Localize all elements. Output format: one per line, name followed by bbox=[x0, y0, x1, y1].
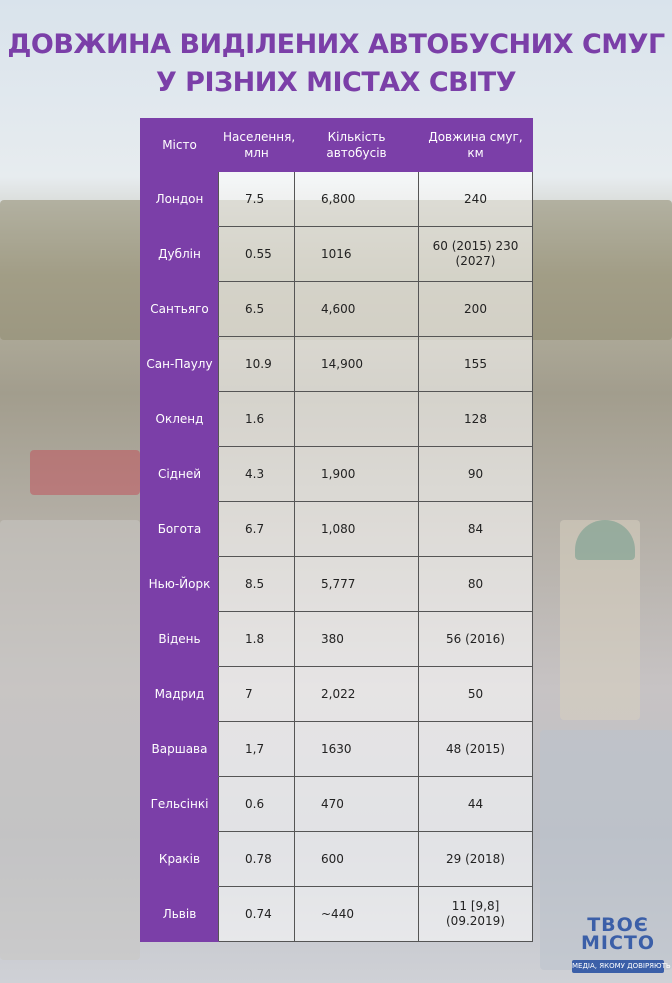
buses-cell: 1,080 bbox=[295, 502, 419, 557]
table-row bbox=[141, 612, 533, 667]
header-lanes: Довжина смуг, км bbox=[419, 119, 533, 172]
population-cell: 1.8 bbox=[219, 612, 295, 667]
population-cell: 4.3 bbox=[219, 447, 295, 502]
logo-name: ТВОЄ МІСТО bbox=[580, 914, 656, 954]
population-cell: 1.6 bbox=[219, 392, 295, 447]
city-cell: Сантьяго bbox=[141, 282, 219, 337]
bus-lanes-table bbox=[140, 118, 533, 942]
lanes-cell: 29 (2018) bbox=[419, 832, 533, 887]
city-cell: Нью-Йорк bbox=[141, 557, 219, 612]
table-header-row bbox=[141, 119, 533, 172]
population-cell: 10.9 bbox=[219, 337, 295, 392]
background-roof bbox=[30, 450, 140, 495]
table-body bbox=[141, 172, 533, 942]
buses-cell: 1016 bbox=[295, 227, 419, 282]
population-cell: 0.6 bbox=[219, 777, 295, 832]
city-cell: Дублін bbox=[141, 227, 219, 282]
population-cell: 7.5 bbox=[219, 172, 295, 227]
lanes-cell: 56 (2016) bbox=[419, 612, 533, 667]
city-cell: Сан-Паулу bbox=[141, 337, 219, 392]
tvoe-misto-logo bbox=[572, 914, 671, 976]
city-cell: Відень bbox=[141, 612, 219, 667]
lanes-cell: 84 bbox=[419, 502, 533, 557]
lanes-cell: 44 bbox=[419, 777, 533, 832]
table-row bbox=[141, 557, 533, 612]
lanes-cell: 11 [9,8] (09.2019) bbox=[419, 887, 533, 942]
table-row bbox=[141, 832, 533, 887]
lanes-cell: 90 bbox=[419, 447, 533, 502]
city-cell: Львів bbox=[141, 887, 219, 942]
table-row bbox=[141, 667, 533, 722]
population-cell: 6.7 bbox=[219, 502, 295, 557]
buses-cell: 4,600 bbox=[295, 282, 419, 337]
lanes-cell: 240 bbox=[419, 172, 533, 227]
buses-cell: 1630 bbox=[295, 722, 419, 777]
lanes-cell: 60 (2015) 230 (2027) bbox=[419, 227, 533, 282]
table-row bbox=[141, 227, 533, 282]
buses-cell: 14,900 bbox=[295, 337, 419, 392]
city-cell: Лондон bbox=[141, 172, 219, 227]
table-row bbox=[141, 502, 533, 557]
buses-cell: 6,800 bbox=[295, 172, 419, 227]
population-cell: 0.74 bbox=[219, 887, 295, 942]
header-buses: Кількість автобусів bbox=[295, 119, 419, 172]
page-title bbox=[0, 26, 672, 102]
buses-cell: 2,022 bbox=[295, 667, 419, 722]
population-cell: 6.5 bbox=[219, 282, 295, 337]
lanes-cell: 200 bbox=[419, 282, 533, 337]
population-cell: 1,7 bbox=[219, 722, 295, 777]
buses-cell: 600 bbox=[295, 832, 419, 887]
buses-cell: 470 bbox=[295, 777, 419, 832]
table-row bbox=[141, 172, 533, 227]
population-cell: 8.5 bbox=[219, 557, 295, 612]
table-row bbox=[141, 777, 533, 832]
city-cell: Окленд bbox=[141, 392, 219, 447]
table-row bbox=[141, 722, 533, 777]
title-line-2: У РІЗНИХ МІСТАХ СВІТУ bbox=[155, 67, 517, 98]
city-cell: Сідней bbox=[141, 447, 219, 502]
population-cell: 7 bbox=[219, 667, 295, 722]
buses-cell bbox=[295, 392, 419, 447]
city-cell: Мадрид bbox=[141, 667, 219, 722]
buses-cell: ~440 bbox=[295, 887, 419, 942]
logo-tagline: МЕДІА, ЯКОМУ ДОВІРЯЮТЬ bbox=[572, 960, 664, 973]
table-row bbox=[141, 447, 533, 502]
header-city: Місто bbox=[141, 119, 219, 172]
buses-cell: 380 bbox=[295, 612, 419, 667]
bus-lanes-table-container bbox=[140, 118, 532, 940]
population-cell: 0.55 bbox=[219, 227, 295, 282]
buses-cell: 5,777 bbox=[295, 557, 419, 612]
population-cell: 0.78 bbox=[219, 832, 295, 887]
background-building bbox=[0, 520, 140, 960]
lanes-cell: 50 bbox=[419, 667, 533, 722]
table-row bbox=[141, 282, 533, 337]
header-population: Населення, млн bbox=[219, 119, 295, 172]
city-cell: Краків bbox=[141, 832, 219, 887]
lanes-cell: 128 bbox=[419, 392, 533, 447]
buses-cell: 1,900 bbox=[295, 447, 419, 502]
table-row bbox=[141, 392, 533, 447]
city-cell: Богота bbox=[141, 502, 219, 557]
lanes-cell: 48 (2015) bbox=[419, 722, 533, 777]
lanes-cell: 80 bbox=[419, 557, 533, 612]
table-row bbox=[141, 887, 533, 942]
title-line-1: ДОВЖИНА ВИДІЛЕНИХ АВТОБУСНИХ СМУГ bbox=[7, 29, 665, 60]
lanes-cell: 155 bbox=[419, 337, 533, 392]
table-row bbox=[141, 337, 533, 392]
city-cell: Гельсінкі bbox=[141, 777, 219, 832]
city-cell: Варшава bbox=[141, 722, 219, 777]
